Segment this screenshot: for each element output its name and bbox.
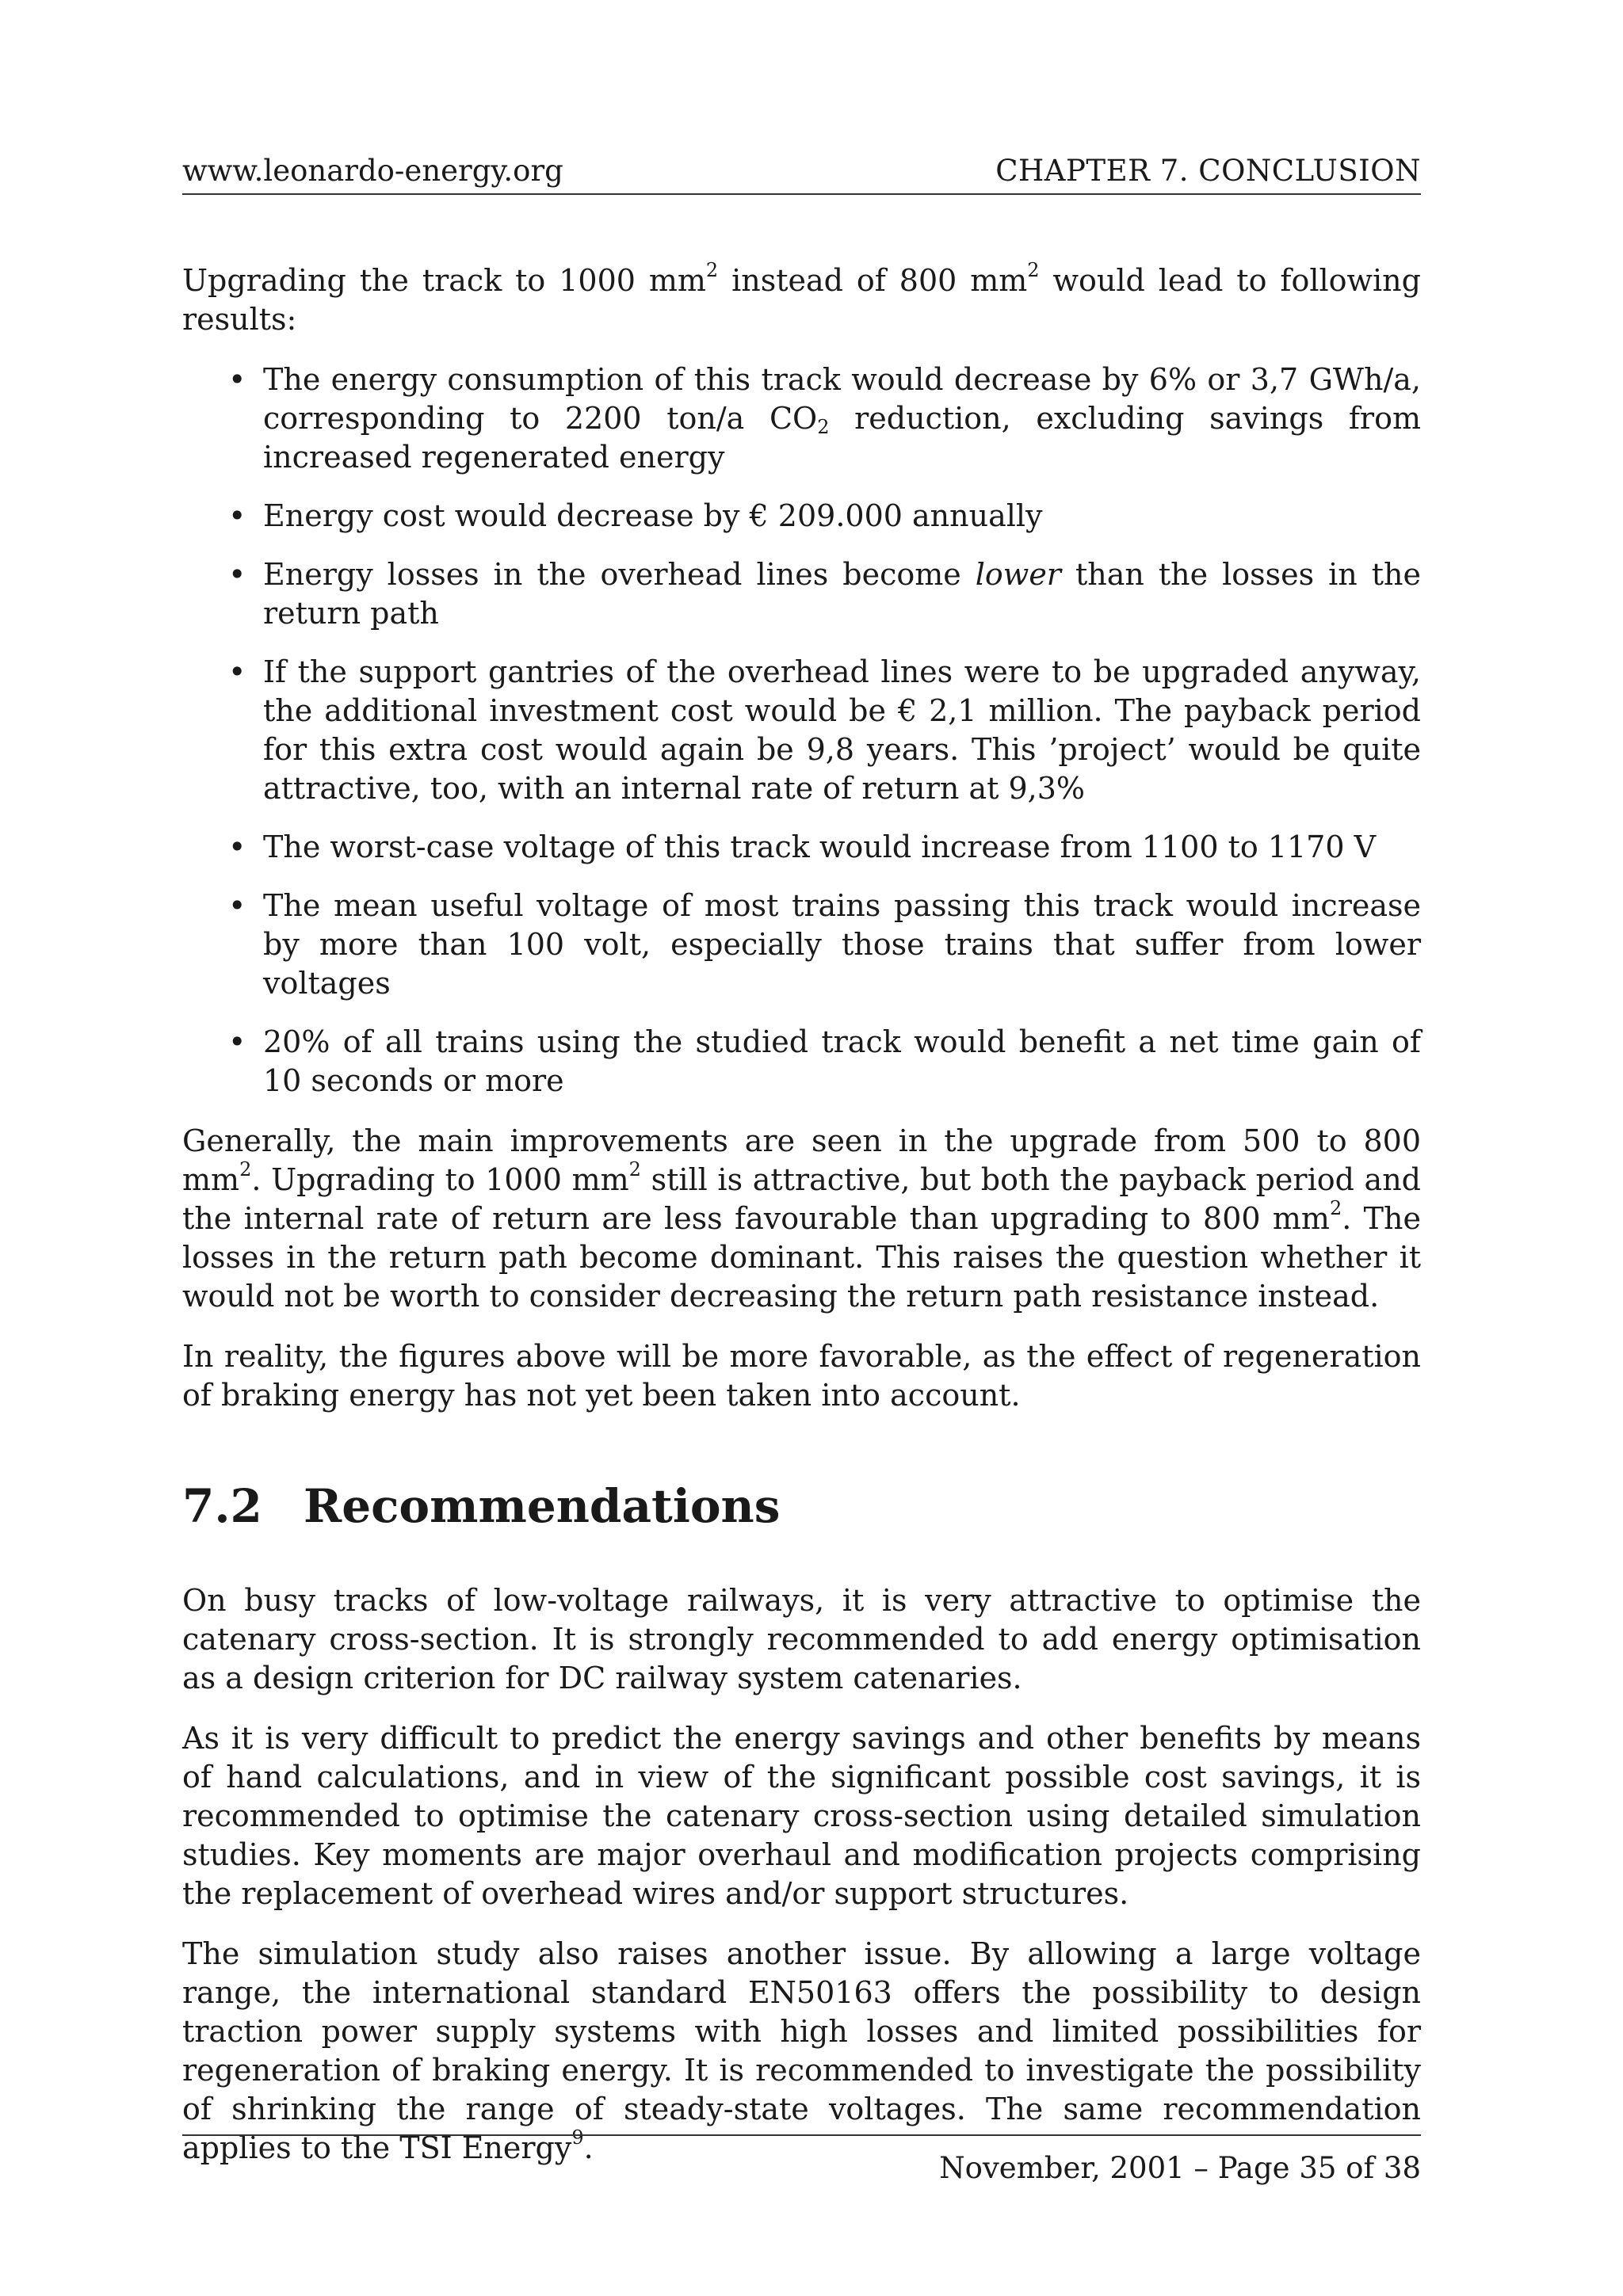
recommendation-paragraph-1: On busy tracks of low-voltage railways, it is very attractive to optimise the catenary cross-section. It is strongly recommended to add energy optimisation as a design criterion for DC railway system catenaries. — [182, 1583, 1421, 1695]
intro-paragraph: Upgrading the track to 1000 $mm^2$ instead of 800 $mm^2$ would lead to following results: — [182, 259, 1421, 337]
bullet-icon: • — [228, 888, 246, 923]
page-footer: November, 2001 – Page 35 of 38 — [939, 2151, 1421, 2185]
page-body — [182, 261, 1421, 2189]
footnote-marker[interactable]: 9 — [571, 2126, 584, 2149]
reality-paragraph: In reality, the figures above will be more favorable, as the effect of regeneration of braking energy has not yet been taken into account. — [182, 1339, 1421, 1413]
bullet-icon: • — [228, 557, 246, 592]
list-item: • If the support gantries of the overhead lines were to be upgraded anyway, the additional investment cost would be € 2,1 million. The payback period for this extra cost would again be 9,8 years. This ’project’ would be quite attractive, too, with an internal rate of return at 9,3% — [228, 654, 1421, 806]
general-paragraph: Generally, the main improvements are seen in the upgrade from 500 to 800 $mm^2$. Upgrading to 1000 $mm^2$ still is attractive, but both the payback period and the internal rate of return are less favourable than upgrading to 800 $mm^2$. The losses in the return path become dominant. This raises the question whether it would not be worth to consider decreasing the return path resistance instead. — [182, 1123, 1422, 1314]
list-item: • The worst-case voltage of this track would increase from 1100 to 1170 V — [182, 828, 1421, 867]
bullet-icon: • — [228, 654, 246, 689]
document-page — [182, 0, 1421, 2296]
list-item: • 20% of all trains using the studied track would benefit a net time gain of 10 seconds or more — [228, 1024, 1421, 1098]
bullet-icon: • — [228, 830, 246, 864]
bullet-icon: • — [228, 498, 246, 533]
bullet-icon: • — [228, 362, 246, 397]
superscript-2: 2 — [628, 1158, 641, 1181]
emphasis-lower: lower — [975, 557, 1061, 592]
superscript-2: 2 — [1329, 1197, 1342, 1220]
superscript-2: 2 — [705, 259, 719, 282]
header-chapter-title: CHAPTER 7. CONCLUSION — [995, 154, 1421, 188]
header-site-url: www.leonardo-energy.org — [182, 154, 563, 188]
section-heading — [182, 1478, 1421, 1534]
list-item: • Energy cost would decrease by € 209.000 annually — [182, 497, 1421, 536]
section-number: 7.2 — [182, 1479, 262, 1533]
bullet-icon: • — [228, 1024, 246, 1059]
superscript-2: 2 — [239, 1158, 252, 1181]
recommendation-paragraph-3: The simulation study also raises another issue. By allowing a large voltage range, the international standard EN50163 offers the possibility to design traction power supply systems with high losses and limited possibilities for regeneration of braking energy. It is recommended to investigate the possibility of shrinking the range of steady-state voltages. The same recommendation applies to the TSI Energy$^9$. — [182, 1936, 1421, 2165]
list-item: • The mean useful voltage of most trains passing this track would increase by more than 100 volt, especially those trains that suffer from lower voltages — [228, 888, 1421, 1001]
footer-divider — [182, 2134, 1421, 2136]
running-header — [182, 149, 1421, 195]
subscript-2: 2 — [817, 416, 830, 438]
list-item: • The energy consumption of this track would decrease by 6% or 3,7 GWh/a, corresponding to 2200 ton/a $CO_2$ reduction, excluding savings from increased regenerated energy — [228, 362, 1421, 475]
section-title: Recommendations — [304, 1479, 781, 1533]
superscript-2: 2 — [1027, 259, 1040, 282]
list-item: • Energy losses in the overhead lines become lower than the losses in the return path — [228, 557, 1421, 631]
results-list — [182, 360, 1421, 1100]
recommendation-paragraph-2: As it is very difficult to predict the energy savings and other benefits by means of hand calculations, and in view of the significant possible cost savings, it is recommended to optimise the catenary cross-section using detailed simulation studies. Key moments are major overhaul and modification projects comprising the replacement of overhead wires and/or support structures. — [182, 1721, 1421, 1911]
